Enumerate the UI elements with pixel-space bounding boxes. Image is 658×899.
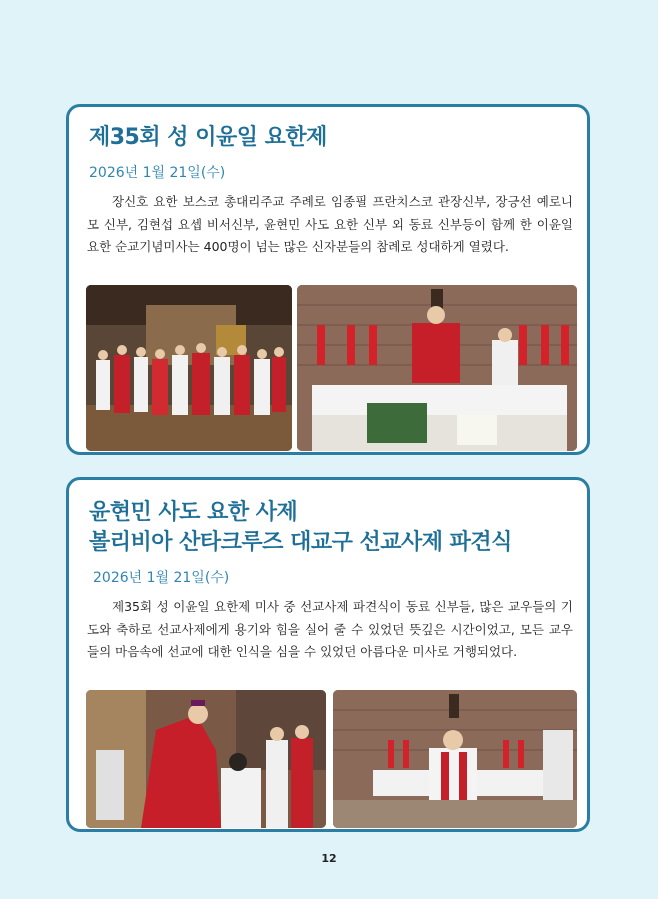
altar-mass-photo [297,285,577,451]
article-2-title-line1: 윤현민 사도 요한 사제 [89,500,298,525]
article-2-date: 2026년 1월 21일(수) [93,570,230,586]
article-2-title-line2: 볼리비아 산타크루즈 대교구 선교사제 파견식 [89,530,512,555]
article-card-1 [66,104,590,455]
page-number: 12 [321,852,337,865]
article-1-body: 장신호 요한 보스코 총대리주교 주례로 임종필 프란치스코 관장신부, 장긍선 예로니모 신부, 김현섭 요셉 비서신부, 윤현민 사도 요한 신부 외 동료 신부등이 함께 한 이윤일 요한 순교기념미사는 400명이 넘는 많은 신자분들의 참례로 성대하게 열렸다. [87,194,573,254]
article-1-date: 2026년 1월 21일(수) [89,165,226,181]
group-photo-priests [86,285,292,451]
article-1-title: 제35회 성 이윤일 요한제 [89,125,327,150]
sending-ceremony-photo [333,690,577,828]
article-card-2 [66,477,590,832]
article-2-body: 제35회 성 이윤일 요한제 미사 중 선교사제 파견식이 동료 신부들, 많은 교우들의 기도와 축하로 선교사제에게 용기와 힘을 실어 줄 수 있었던 뜻깊은 시간이었고, 모든 교우들의 마음속에 선교에 대한 인식을 심을 수 있었던 아름다운 미사로 거행되었다. [87,599,573,659]
blessing-photo [86,690,326,828]
